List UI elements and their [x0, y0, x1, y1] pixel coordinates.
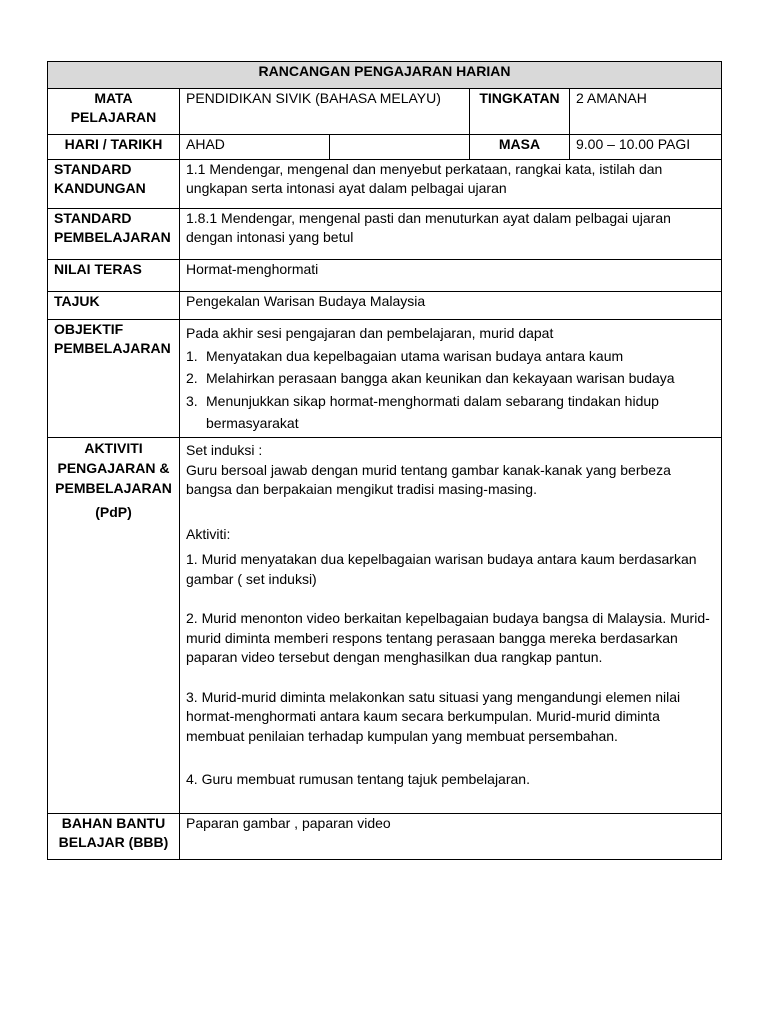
objektif-item: 3. Menunjukkan sikap hormat-menghormati dalam sebarang tindakan hidup bermasyarakat — [186, 392, 659, 431]
standard-kandungan-value: 1.1 Mendengar, mengenal dan menyebut perkataan, rangkai kata, istilah dan ungkapan serta intonasi ayat dalam pelbagai ujaran — [180, 160, 722, 209]
bahan-bantu-value: Paparan gambar , paparan video — [180, 814, 722, 860]
objektif-item: 1. Menyatakan dua kepelbagaian utama warisan budaya antara kaum — [186, 347, 624, 364]
objektif-item: 2. Melahirkan perasaan bangga akan keunikan dan kekayaan warisan budaya — [186, 370, 675, 386]
nilai-teras-value: Hormat-menghormati — [180, 260, 722, 292]
standard-pembelajaran-value: 1.8.1 Mendengar, mengenal pasti dan menuturkan ayat dalam pelbagai ujaran dengan intonasi yang betul — [180, 209, 722, 260]
set-induksi-heading: Set induksi : — [186, 442, 263, 458]
lesson-plan-table — [47, 61, 722, 860]
document-title: RANCANGAN PENGAJARAN HARIAN — [48, 62, 722, 89]
hari-tarikh-label: HARI / TARIKH — [48, 135, 180, 160]
aktiviti-label-sub: (PdP) — [95, 504, 132, 520]
masa-value: 9.00 – 10.00 PAGI — [570, 135, 722, 160]
hari-value: AHAD — [180, 135, 330, 160]
mata-pelajaran-label: MATA PELAJARAN — [48, 89, 180, 135]
aktiviti-item: 3. Murid-murid diminta melakonkan satu situasi yang mengandungi elemen nilai hormat-menghormati antara kaum secara berkumpulan. Murid-murid diminta membuat penilaian terhadap kumpulan yang membuat persembahan. — [186, 688, 681, 744]
aktiviti-label-cell — [48, 438, 180, 814]
objektif-label: OBJEKTIF PEMBELAJARAN — [48, 320, 180, 438]
aktiviti-content — [180, 438, 722, 814]
aktiviti-item: 1. Murid menyatakan dua kepelbagaian warisan budaya antara kaum berdasarkan gambar ( set induksi) — [186, 551, 697, 587]
objektif-intro: Pada akhir sesi pengajaran dan pembelajaran, murid dapat — [186, 325, 554, 341]
masa-label: MASA — [470, 135, 570, 160]
tingkatan-value: 2 AMANAH — [570, 89, 722, 135]
bahan-bantu-label: BAHAN BANTU BELAJAR (BBB) — [48, 814, 180, 860]
nilai-teras-label: NILAI TERAS — [48, 260, 180, 292]
standard-pembelajaran-label: STANDARD PEMBELAJARAN — [48, 209, 180, 260]
tingkatan-label: TINGKATAN — [470, 89, 570, 135]
standard-kandungan-label: STANDARD KANDUNGAN — [48, 160, 180, 209]
tarikh-value — [330, 135, 470, 160]
objektif-list — [186, 345, 715, 435]
aktiviti-item: 2. Murid menonton video berkaitan kepelbagaian budaya bangsa di Malaysia. Murid-murid diminta memberi respons tentang perasaan bangga mereka berdasarkan paparan video tersebut dengan menghasilkan dua rangkap pantun. — [186, 610, 710, 665]
tajuk-value: Pengekalan Warisan Budaya Malaysia — [180, 292, 722, 320]
mata-pelajaran-value: PENDIDIKAN SIVIK (BAHASA MELAYU) — [180, 89, 470, 135]
tajuk-label: TAJUK — [48, 292, 180, 320]
aktiviti-label: AKTIVITI PENGAJARAN & PEMBELAJARAN — [55, 440, 172, 496]
aktiviti-item: 4. Guru membuat rumusan tentang tajuk pembelajaran. — [186, 771, 530, 787]
aktiviti-heading: Aktiviti: — [186, 525, 231, 542]
objektif-content — [180, 320, 722, 438]
set-induksi-text: Guru bersoal jawab dengan murid tentang gambar kanak-kanak yang berbeza bangsa dan berpakaian mengikut tradisi masing-masing. — [186, 461, 671, 497]
